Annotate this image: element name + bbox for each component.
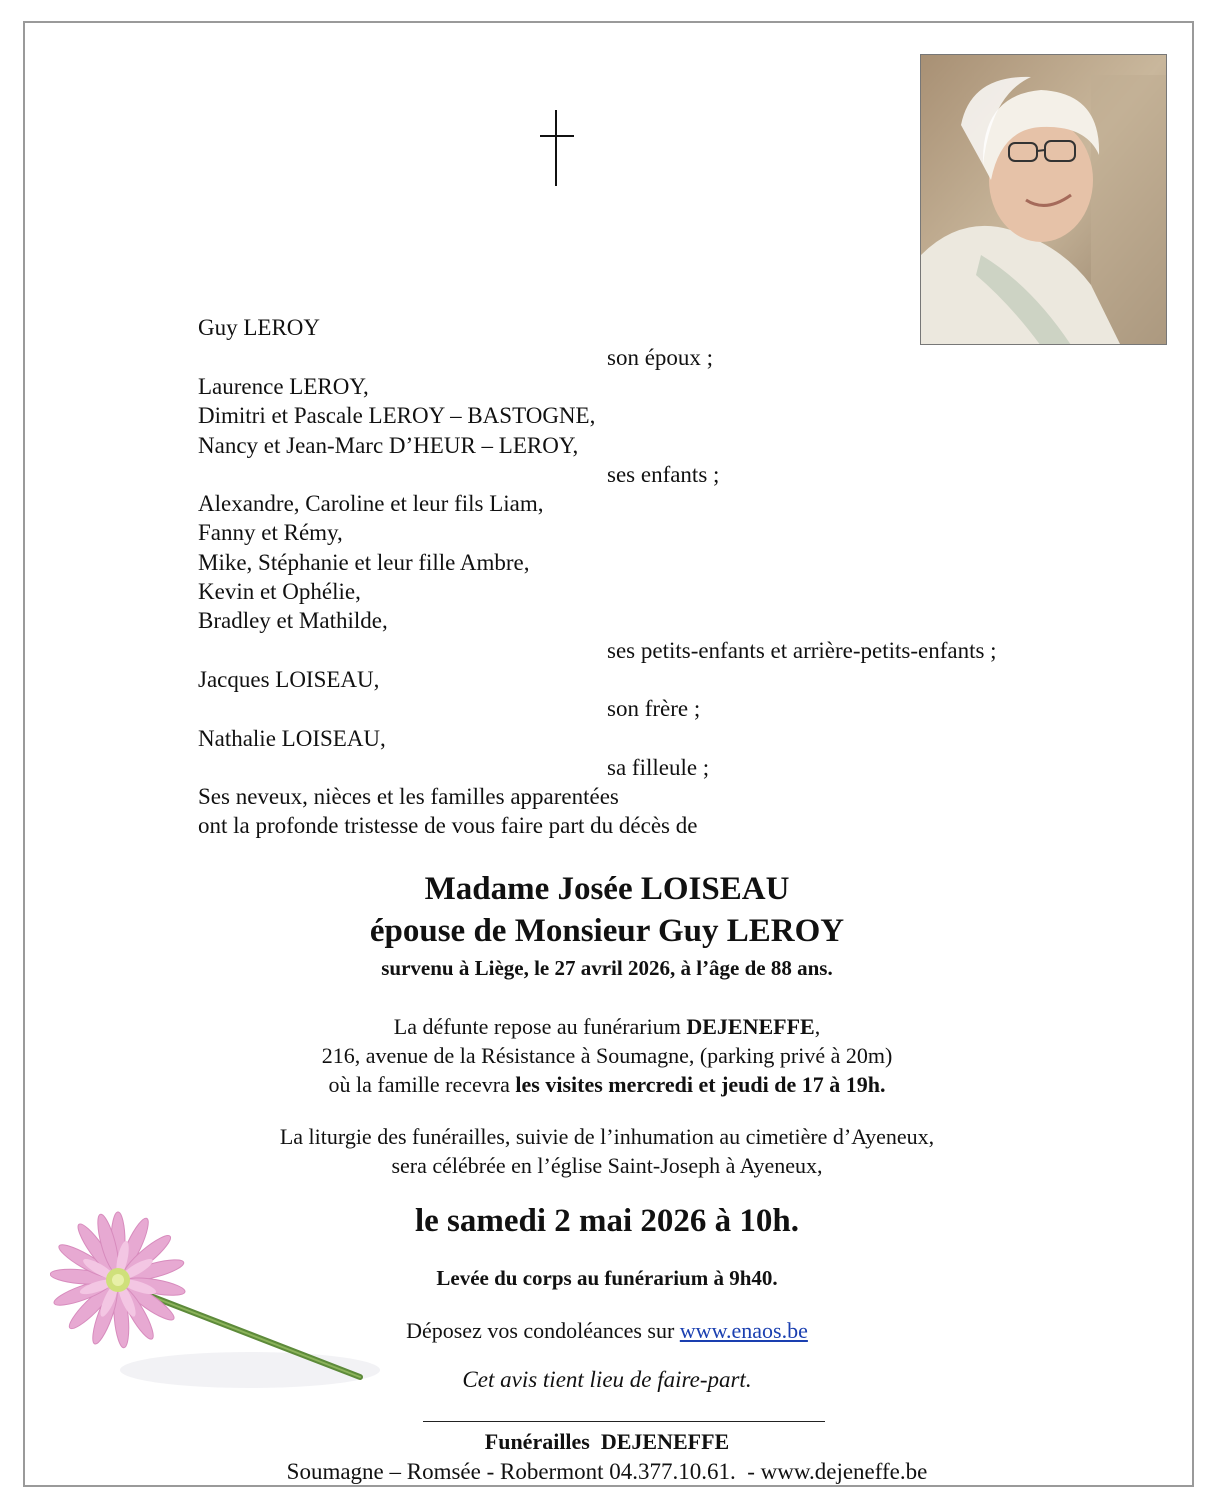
grandchild-4: Kevin et Ophélie,: [198, 579, 361, 604]
footer-company: Funérailles DEJENEFFE: [484, 1429, 730, 1454]
rest-line-1-comma: ,: [814, 1014, 821, 1039]
deceased-name: Madame Josée LOISEAU: [424, 871, 790, 907]
children-role: ses enfants ;: [607, 462, 720, 487]
liturgy-line-2: sera célébrée en l’église Saint-Joseph à Ayeneux,: [391, 1153, 823, 1178]
rest-line-1: [0, 1012, 1214, 1041]
grandchild-1: Alexandre, Caroline et leur fils Liam,: [198, 491, 544, 516]
ceremony-date: le samedi 2 mai 2026 à 10h.: [414, 1203, 800, 1239]
rest-line-3: [0, 1070, 1214, 1099]
flower-icon: [50, 1205, 380, 1420]
brother-role: son frère ;: [607, 696, 701, 721]
rest-line-3-text: où la famille recevra: [328, 1072, 516, 1097]
visit-hours: les visites mercredi et jeudi de 17 à 19h.: [515, 1072, 886, 1097]
closing-line-1: Ses neveux, nièces et les familles apparentées: [198, 784, 619, 809]
condolences-link[interactable]: www.enaos.be: [679, 1318, 808, 1343]
child-2: Dimitri et Pascale LEROY – BASTOGNE,: [198, 403, 596, 428]
funerarium-name: DEJENEFFE: [686, 1014, 815, 1039]
goddaughter-name: Nathalie LOISEAU,: [198, 726, 386, 751]
grandchild-2: Fanny et Rémy,: [198, 520, 343, 545]
closing-line-2: ont la profonde tristesse de vous faire part du décès de: [198, 813, 698, 838]
deceased-spouse-line: épouse de Monsieur Guy LEROY: [369, 913, 845, 949]
footer-divider: [423, 1421, 825, 1422]
child-1: Laurence LEROY,: [198, 374, 369, 399]
death-circumstances: survenu à Liège, le 27 avril 2026, à l’âge de 88 ans.: [381, 956, 833, 980]
footer-contact: Soumagne – Romsée - Robermont 04.377.10.61. - www.dejeneffe.be: [286, 1459, 928, 1484]
grandchild-5: Bradley et Mathilde,: [198, 608, 388, 633]
spouse-name: Guy LEROY: [198, 315, 321, 340]
goddaughter-role: sa filleule ;: [607, 755, 710, 780]
spouse-role: son époux ;: [607, 345, 714, 370]
condolences-text: Déposez vos condoléances sur: [406, 1318, 680, 1343]
grandchildren-role: ses petits-enfants et arrière-petits-enfants ;: [607, 638, 997, 663]
levee-text: Levée du corps au funérarium à 9h40.: [436, 1266, 778, 1290]
rest-line-1-text: La défunte repose au funérarium: [393, 1014, 687, 1039]
portrait-photo: [920, 54, 1167, 345]
grandchild-3: Mike, Stéphanie et leur fille Ambre,: [198, 550, 530, 575]
liturgy-line-1: La liturgie des funérailles, suivie de l’inhumation au cimetière d’Ayeneux,: [279, 1124, 935, 1149]
rest-address: 216, avenue de la Résistance à Soumagne, (parking privé à 20m): [321, 1043, 893, 1068]
brother-name: Jacques LOISEAU,: [198, 667, 380, 692]
child-3: Nancy et Jean-Marc D’HEUR – LEROY,: [198, 433, 579, 458]
notice-text: Cet avis tient lieu de faire-part.: [462, 1367, 752, 1392]
cross-icon: [538, 108, 578, 188]
